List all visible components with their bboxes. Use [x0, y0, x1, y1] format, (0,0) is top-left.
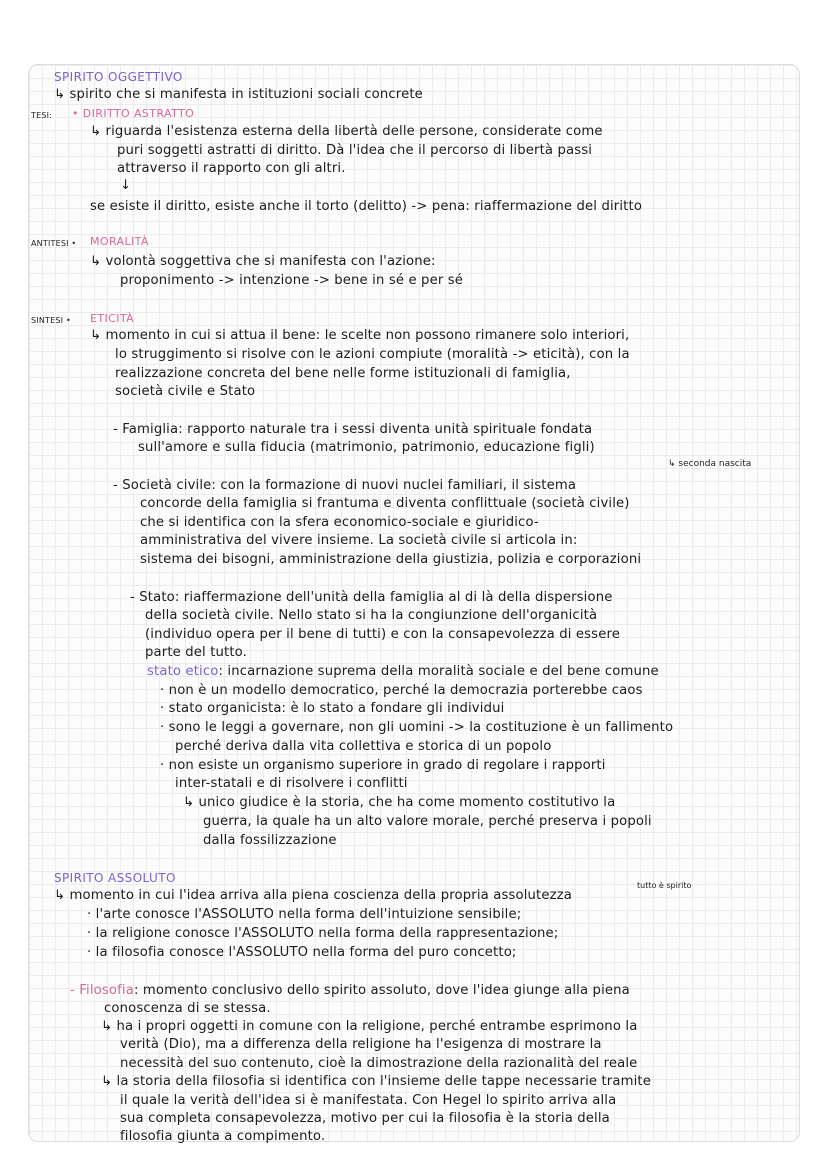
note-line: puri soggetti astratti di diritto. Dà l'idea che il percorso di libertà passi — [117, 143, 593, 158]
heading-spirito-oggettivo: SPIRITO OGGETTIVO — [54, 70, 183, 84]
list-item: · non esiste un organismo superiore in grado di regolare i rapporti — [160, 758, 606, 773]
label-sintesi: SINTESI • — [31, 316, 71, 325]
famiglia-label: - Famiglia — [113, 422, 179, 437]
famiglia-item — [113, 421, 592, 439]
note-line: società civile e Stato — [115, 384, 256, 399]
note-line: filosofia giunta a compimento. — [120, 1129, 326, 1144]
heading-spirito-assoluto: SPIRITO ASSOLUTO — [54, 871, 176, 885]
list-item: · sono le leggi a governare, non gli uomini -> la costituzione è un fallimento — [160, 720, 674, 735]
note-line: necessità del suo contenuto, cioè la dimostrazione della razionalità del reale — [120, 1056, 638, 1071]
note-line: ↳ riguarda l'esistenza esterna della libertà delle persone, considerate come — [90, 124, 603, 139]
stato-label: - Stato — [130, 590, 175, 605]
heading-moralita: MORALITÀ — [90, 235, 149, 248]
stato-text: : riaffermazione dell'unità della famiglia al di là della dispersione — [174, 590, 613, 605]
label-antitesi: ANTITESI • — [31, 239, 77, 248]
stato-etico-label: stato etico — [147, 664, 219, 679]
list-item: · l'arte conosce l'ASSOLUTO nella forma dell'intuizione sensibile; — [87, 907, 522, 922]
note-line: inter-statali e di risolvere i conflitti — [175, 776, 408, 791]
note-line: ↳ volontà soggettiva che si manifesta con l'azione: — [90, 254, 436, 269]
note-line: ↳ spirito che si manifesta in istituzioni sociali concrete — [54, 87, 423, 102]
note-line: amministrativa del vivere insieme. La società civile si articola in: — [140, 533, 578, 548]
heading-eticita: ETICITÀ — [90, 312, 135, 325]
down-arrow-icon: ↓ — [120, 178, 132, 193]
note-line: guerra, la quale ha un alto valore morale, perché preserva i popoli — [203, 814, 652, 829]
note-line: ↳ unico giudice è la storia, che ha come momento costitutivo la — [183, 795, 616, 810]
note-line: dalla fossilizzazione — [203, 833, 337, 848]
note-line: lo struggimento si risolve con le azioni compiute (moralità -> eticità), con la — [115, 347, 630, 362]
stato-etico-item — [147, 663, 659, 681]
heading-diritto-astratto: • DIRITTO ASTRATTO — [72, 107, 195, 120]
list-item: · non è un modello democratico, perché la democrazia porterebbe caos — [160, 683, 643, 698]
societa-civile-label: - Società civile — [113, 478, 212, 493]
societa-civile-text: : con la formazione di nuovi nuclei familiari, il sistema — [211, 478, 577, 493]
filosofia-item — [70, 982, 630, 1000]
note-line: proponimento -> intenzione -> bene in sé e per sé — [120, 273, 464, 288]
famiglia-text: : rapporto naturale tra i sessi diventa unità spirituale fondata — [178, 422, 593, 437]
note-line: attraverso il rapporto con gli altri. — [117, 161, 346, 176]
stato-item — [130, 589, 613, 607]
filosofia-text: : momento conclusivo dello spirito assoluto, dove l'idea giunge alla piena — [133, 983, 630, 998]
filosofia-label: - Filosofia — [70, 983, 134, 998]
list-item: · la filosofia conosce l'ASSOLUTO nella forma del puro concetto; — [87, 945, 517, 960]
list-item: · stato organicista: è lo stato a fondare gli individui — [160, 701, 505, 716]
note-line: sull'amore e sulla fiducia (matrimonio, patrimonio, educazione figli) — [138, 440, 595, 455]
label-tesi: TESI: — [31, 111, 53, 120]
note-line: perché deriva dalla vita collettiva e storica di un popolo — [175, 739, 552, 754]
note-line: concorde della famiglia si frantuma e diventa conflittuale (società civile) — [140, 496, 630, 511]
note-line: ↳ momento in cui si attua il bene: le scelte non possono rimanere solo interiori, — [90, 328, 630, 343]
note-line: sistema dei bisogni, amministrazione della giustizia, polizia e corporazioni — [140, 552, 642, 567]
societa-civile-item — [113, 477, 576, 495]
note-line: sua completa consapevolezza, motivo per cui la filosofia è la storia della — [120, 1111, 610, 1126]
note-tutto-spirito: tutto è spirito — [637, 881, 692, 890]
note-line: parte del tutto. — [145, 645, 247, 660]
note-line: realizzazione concreta del bene nelle forme istituzionali di famiglia, — [115, 366, 571, 381]
stato-etico-text: : incarnazione suprema della moralità sociale e del bene comune — [218, 664, 659, 679]
note-line: ↳ momento in cui l'idea arriva alla piena coscienza della propria assolutezza — [54, 888, 573, 903]
list-item: · la religione conosce l'ASSOLUTO nella forma della rappresentazione; — [87, 926, 559, 941]
note-line: ↳ la storia della filosofia si identifica con l'insieme delle tappe necessarie tramite — [101, 1074, 652, 1089]
note-line: se esiste il diritto, esiste anche il torto (delitto) -> pena: riaffermazione del diritto — [90, 199, 643, 214]
note-seconda-nascita: ↳ seconda nascita — [668, 459, 752, 469]
note-line: conoscenza di se stessa. — [104, 1001, 271, 1016]
note-line: ↳ ha i propri oggetti in comune con la religione, perché entrambe esprimono la — [101, 1019, 638, 1034]
note-line: della società civile. Nello stato si ha la congiunzione dell'organicità — [145, 608, 598, 623]
note-line: (individuo opera per il bene di tutti) e con la consapevolezza di essere — [145, 627, 621, 642]
note-line: il quale la verità dell'idea si è manifestata. Con Hegel lo spirito arriva alla — [120, 1093, 617, 1108]
note-line: che si identifica con la sfera economico-sociale e giuridico- — [140, 515, 539, 530]
note-line: verità (Dio), ma a differenza della religione ha l'esigenza di mostrare la — [120, 1037, 602, 1052]
